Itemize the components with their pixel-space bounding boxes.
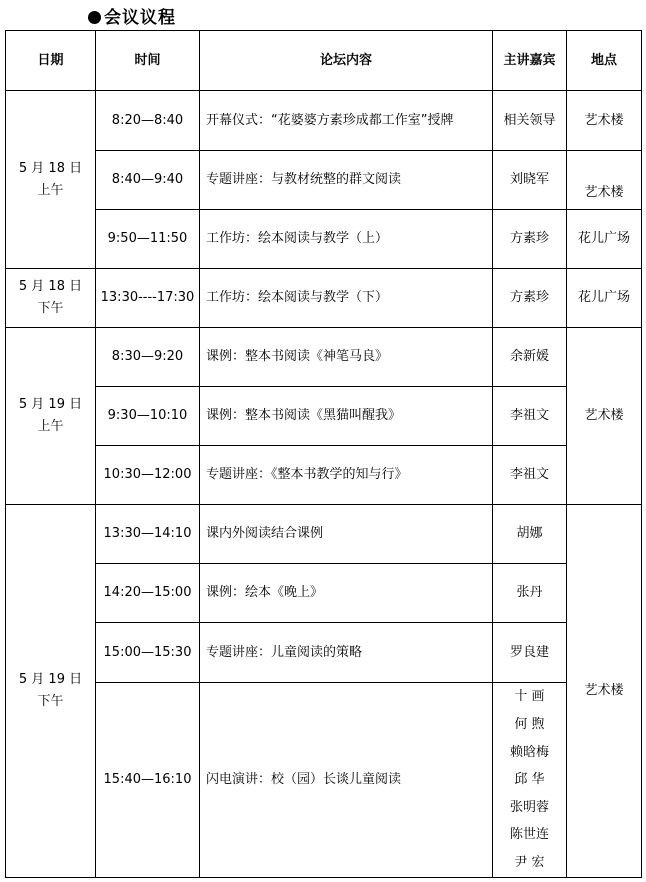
content-cell: 课内外阅读结合课例 (200, 505, 493, 564)
date-period: 上午 (37, 419, 64, 434)
location-cell (567, 151, 642, 210)
speaker-cell: 李祖文 (493, 446, 567, 505)
content-cell: 工作坊：绘本阅读与教学（下） (200, 269, 493, 328)
content-cell: 课例：整本书阅读《神笔马良》 (200, 328, 493, 387)
content-cell: 专题讲座：《整本书教学的知与行》 (200, 446, 493, 505)
time-cell: 14:20—15:00 (96, 564, 200, 623)
speaker-list (493, 683, 566, 876)
time-cell: 13:30----17:30 (96, 269, 200, 328)
date-cell (6, 328, 96, 505)
content-cell: 专题讲座：儿童阅读的策略 (200, 623, 493, 683)
date-day: 5 月 19 日 (18, 397, 83, 412)
date-cell (6, 269, 96, 328)
speaker-cell: 罗良建 (493, 623, 567, 683)
time-cell: 8:30—9:20 (96, 328, 200, 387)
date-cell (6, 91, 96, 269)
location-cell: 艺术楼 (567, 505, 642, 878)
time-cell: 8:40—9:40 (96, 151, 200, 210)
date-period: 下午 (37, 301, 64, 316)
time-cell: 10:30—12:00 (96, 446, 200, 505)
date-day: 5 月 18 日 (18, 160, 83, 176)
time-cell: 13:30—14:10 (96, 505, 200, 564)
table-row (6, 683, 642, 878)
speaker-cell: 胡娜 (493, 505, 567, 564)
table-row (6, 151, 642, 210)
speaker-cell: 相关领导 (493, 91, 567, 151)
time-cell: 15:40—16:10 (96, 683, 200, 878)
table-row (6, 387, 642, 446)
section-heading (88, 5, 176, 31)
date-day: 5 月 19 日 (18, 672, 83, 687)
table-row (6, 328, 642, 387)
speaker-name: 十 画 (514, 689, 545, 705)
agenda-table (5, 30, 642, 878)
time-cell: 9:30—10:10 (96, 387, 200, 446)
section-title: 会议议程 (104, 8, 176, 28)
speaker-list-cell (493, 683, 567, 878)
bullet-icon (88, 11, 101, 24)
speaker-name: 邱 华 (514, 772, 545, 788)
location-cell: 艺术楼 (567, 328, 642, 505)
time-cell: 8:20—8:40 (96, 91, 200, 151)
table-row (6, 446, 642, 505)
date-period: 下午 (37, 694, 64, 709)
speaker-name: 陈世连 (509, 827, 549, 843)
content-cell: 闪电演讲：校（园）长谈儿童阅读 (200, 683, 493, 878)
content-cell: 课例：整本书阅读《黑猫叫醒我》 (200, 387, 493, 446)
col-header-content: 论坛内容 (200, 31, 493, 91)
table-row (6, 91, 642, 151)
speaker-name: 张明蓉 (509, 799, 549, 815)
speaker-cell: 方素珍 (493, 210, 567, 269)
table-row (6, 210, 642, 269)
col-header-date: 日期 (6, 31, 96, 91)
speaker-cell: 李祖文 (493, 387, 567, 446)
time-cell: 15:00—15:30 (96, 623, 200, 683)
speaker-cell: 刘晓军 (493, 151, 567, 210)
content-cell: 课例：绘本《晚上》 (200, 564, 493, 623)
content-cell: 专题讲座：与教材统整的群文阅读 (200, 151, 493, 210)
header-row (6, 31, 642, 91)
speaker-name: 尹 宏 (514, 854, 545, 870)
col-header-speaker: 主讲嘉宾 (493, 31, 567, 91)
table-row (6, 269, 642, 328)
time-cell: 9:50—11:50 (96, 210, 200, 269)
speaker-cell: 张丹 (493, 564, 567, 623)
speaker-cell: 方素珍 (493, 269, 567, 328)
content-cell: 工作坊：绘本阅读与教学（上） (200, 210, 493, 269)
table-row (6, 564, 642, 623)
table-row (6, 505, 642, 564)
content-cell: 开幕仪式：“花婆婆方素珍成都工作室”授牌 (200, 91, 493, 151)
location-cell: 花儿广场 (567, 269, 642, 328)
date-day: 5 月 18 日 (18, 279, 83, 294)
speaker-name: 赖晗梅 (509, 744, 549, 760)
speaker-cell: 余新媛 (493, 328, 567, 387)
speaker-name: 何 煦 (514, 717, 545, 733)
table-row (6, 623, 642, 683)
location-text: 艺术楼 (584, 185, 624, 200)
col-header-time: 时间 (96, 31, 200, 91)
location-cell: 艺术楼 (567, 91, 642, 151)
col-header-location: 地点 (567, 31, 642, 91)
location-cell: 花儿广场 (567, 210, 642, 269)
date-cell (6, 505, 96, 878)
date-period: 上午 (37, 182, 64, 198)
